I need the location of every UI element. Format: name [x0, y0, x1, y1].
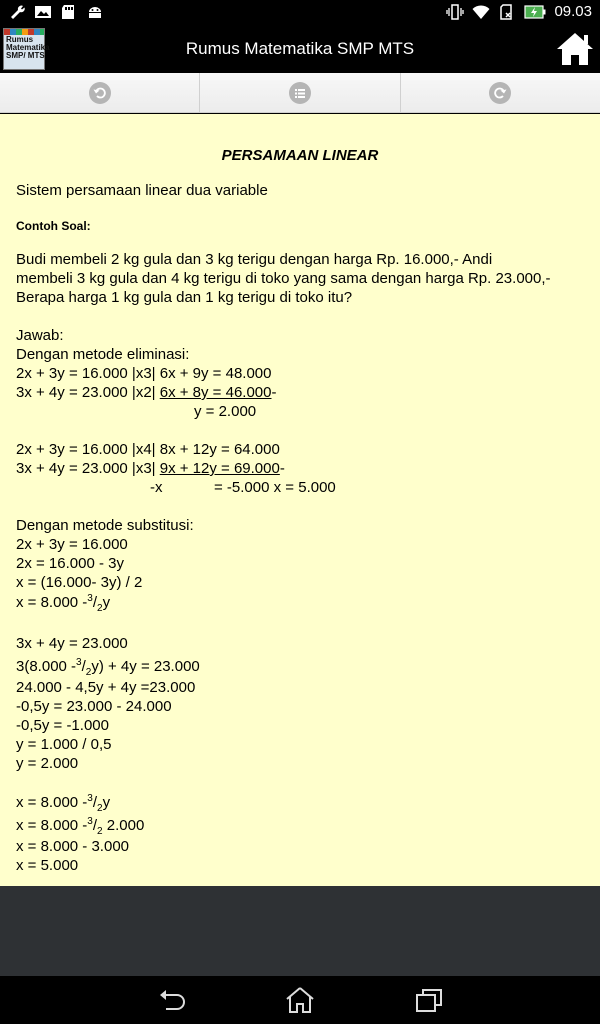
problem-line: membeli 3 kg gula dan 4 kg terigu di toko yang sama dengan harga Rp. 23.000,- [16, 270, 551, 287]
action-bar [0, 26, 600, 73]
equation-line: -0,5y = 23.000 - 24.000 [16, 698, 172, 715]
equation-line: 2x + 3y = 16.000 [16, 536, 128, 553]
nav-recent-apps-button[interactable] [414, 986, 444, 1014]
nav-back-button[interactable] [157, 986, 187, 1014]
battery-charging-icon [524, 4, 546, 20]
problem-line: Budi membeli 2 kg gula dan 3 kg terigu dengan harga Rp. 16.000,- Andi [16, 251, 493, 268]
app-logo-text: Rumus Matematika SMP/ MTS [6, 35, 50, 60]
elimination-title: Dengan metode eliminasi: [16, 346, 190, 363]
equation-line: x = 8.000 $-^3/_2$ 2.000 [16, 816, 145, 837]
equation-line: x = 8.000 - 3.000 [16, 838, 129, 855]
page-heading: PERSAMAAN LINEAR [221, 147, 379, 164]
image-icon [34, 4, 52, 20]
home-icon [555, 30, 595, 68]
toolbar [0, 73, 600, 113]
equation-result: y = 2.000 [194, 403, 257, 420]
equation-line: 2x + 3y = 16.000 |x3| 6x + 9y = 48.000 [16, 365, 272, 382]
status-bar [0, 0, 600, 26]
list-button[interactable] [200, 73, 400, 112]
equation-line: x = 8.000 $-^3/_2y$ [16, 793, 111, 814]
nav-home-button[interactable] [285, 986, 315, 1014]
equation-line: x = 5.000 [16, 857, 79, 874]
equation-line: y = 1.000 / 0,5 [16, 736, 112, 753]
equation-line: 3(8.000 $-^3/_2y) + 4y = 23.000$ [16, 657, 200, 678]
home-icon [285, 986, 315, 1014]
wifi-icon [472, 4, 490, 20]
equation-line: x = 8.000 $-^3/_2y$ [16, 593, 111, 614]
app-title: Rumus Matematika SMP MTS [185, 39, 415, 58]
answer-label: Jawab: [16, 327, 64, 344]
navigation-bar [0, 976, 600, 1024]
home-button[interactable] [555, 30, 595, 68]
equation-line: -0,5y = -1.000 [16, 717, 109, 734]
back-icon [157, 986, 187, 1014]
no-sim-icon [498, 4, 516, 20]
system-icons [446, 3, 592, 20]
bottom-panel [0, 886, 600, 976]
equation-line: 2x = 16.000 - 3y [16, 555, 124, 572]
redo-icon [489, 82, 511, 104]
equation-result: -x = -5.000 x = 5.000 [150, 479, 336, 496]
equation-line: y = 2.000 [16, 755, 79, 772]
equation-line: 2x + 3y = 16.000 |x4| 8x + 12y = 64.000 [16, 441, 280, 458]
back-page-button[interactable] [0, 73, 200, 112]
undo-icon [89, 82, 111, 104]
problem-line: Berapa harga 1 kg gula dan 1 kg terigu di toko itu? [16, 289, 353, 306]
list-icon [289, 82, 311, 104]
recent-apps-icon [414, 986, 444, 1014]
article-content[interactable] [0, 114, 600, 886]
substitution-title: Dengan metode substitusi: [16, 517, 194, 534]
sd-card-icon [60, 4, 78, 20]
forward-page-button[interactable] [401, 73, 600, 112]
android-icon [86, 4, 104, 20]
wrench-icon [8, 4, 26, 20]
problem-text [16, 250, 584, 307]
vibrate-icon [446, 4, 464, 20]
clock: 09.03 [554, 3, 592, 20]
equation-line: 3x + 4y = 23.000 |x3| 9x + 12y = 69.000- [16, 460, 285, 477]
equation-line: 3x + 4y = 23.000 [16, 635, 128, 652]
equation-line: 24.000 - 4,5y + 4y =23.000 [16, 679, 196, 696]
equation-line: x = (16.000- 3y) / 2 [16, 574, 143, 591]
notification-icons [8, 4, 104, 20]
example-label: Contoh Soal: [16, 219, 91, 233]
subtitle: Sistem persamaan linear dua variable [16, 182, 268, 199]
equation-line: 3x + 4y = 23.000 |x2| 6x + 8y = 46.000- [16, 384, 277, 401]
